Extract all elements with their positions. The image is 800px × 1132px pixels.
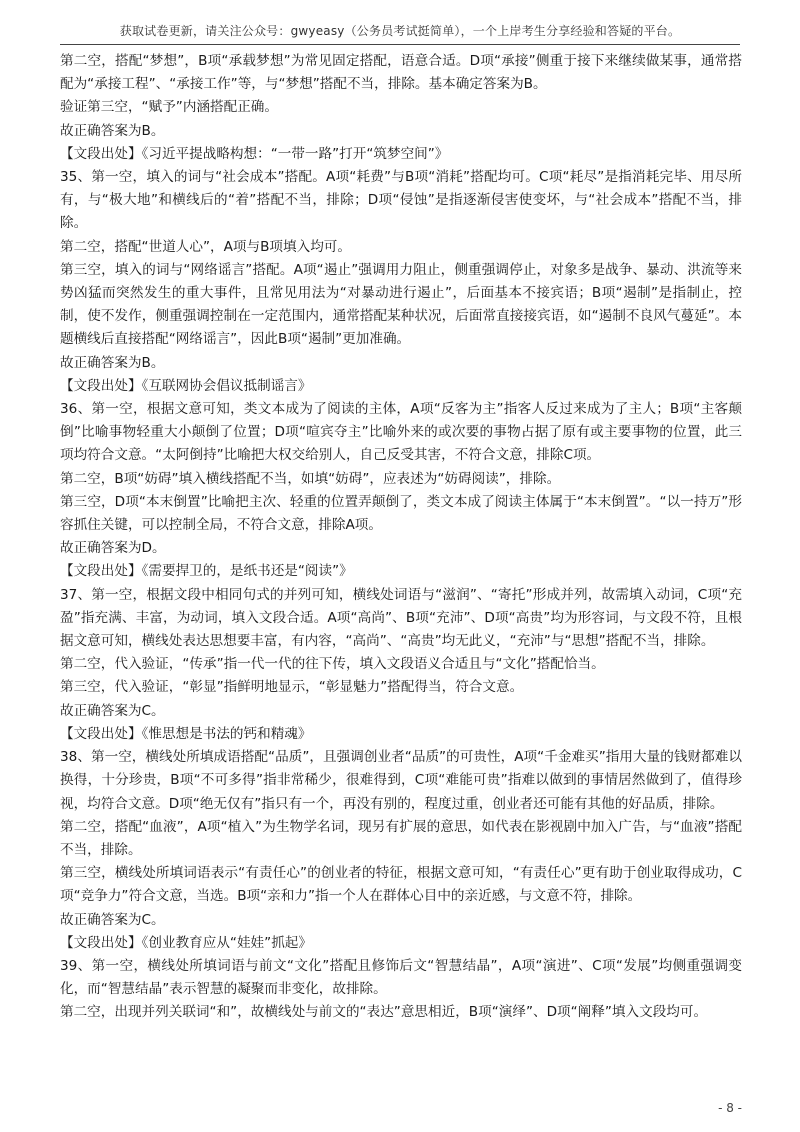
paragraph: 第二空，B项“妨碍”填入横线搭配不当，如填“妨碍”，应表述为“妨碍阅读”，排除。 xyxy=(60,470,561,487)
paragraph: 第三空，横线处所填词语表示“有责任心”的创业者的特征，根据文意可知，“有责任心”更有助于创业取得成功，C项“竞争力”符合文意，当选。B项“亲和力”指一个人在群体心目中的亲近感，与文意不符，排除。 xyxy=(60,865,742,905)
paragraph: 39、第一空，横线处所填词语与前文“文化”搭配且修饰后文“智慧结晶”，A项“演进”、C项“发展”均侧重强调变化，而“智慧结晶”表示智慧的凝聚而非变化，故排除。 xyxy=(60,957,742,998)
paragraph: 故正确答案为C。 xyxy=(60,702,165,719)
paragraph: 第三空，D项“本末倒置”比喻把主次、轻重的位置弄颠倒了，类文本成了阅读主体属于“本末倒置”。“以一持万”形容抓住关键，可以控制全局，不符合文意，排除A项。 xyxy=(60,493,742,534)
page-header: 获取试卷更新，请关注公众号：gwyeasy（公务员考试挺简单），一个上岸考生分享经验和答疑的平台。 xyxy=(119,24,681,38)
paragraph: 第二空，搭配“世道人心”，A项与B项填入均可。 xyxy=(60,238,351,255)
paragraph: 故正确答案为D。 xyxy=(60,540,166,557)
paragraph: 【文段出处】《互联网协会倡议抵制谣言》 xyxy=(60,377,312,394)
paragraph: 故正确答案为B。 xyxy=(60,122,165,139)
header-divider xyxy=(60,44,740,45)
paragraph: 第二空，出现并列关联词“和”，故横线处与前文的“表达”意思相近，B项“演绎”、D项“阐释”填入文段均可。 xyxy=(60,1004,708,1021)
paragraph: 37、第一空，根据文段中相同句式的并列可知，横线处词语与“滋润”、“寄托”形成并列，故需填入动词，C项“充盈”指充满、丰富，为动词，填入文段合适。A项“高尚”、B项“充沛”、D项“高贵”均为形容词，与文段不符，且根据文意可知，横线处表达思想要丰富，有内容，“高尚”、“高贵”均无此义，“充沛”与“思想”搭配不当，排除。 xyxy=(60,586,742,650)
paragraph: 故正确答案为C。 xyxy=(60,911,165,928)
paragraph: 【文段出处】《创业教育应从“娃娃”抓起》 xyxy=(60,934,312,951)
paragraph: 第二空，代入验证，“传承”指一代一代的往下传，填入文段语义合适且与“文化”搭配恰当。 xyxy=(60,656,605,673)
paragraph: 38、第一空，横线处所填成语搭配“品质”，且强调创业者“品质”的可贵性，A项“千金难买”指用大量的钱财都难以换得，十分珍贵，B项“不可多得”指非常稀少，很难得到，C项“难能可贵”指难以做到的事情居然做到了，值得珍视，均符合文意。D项“绝无仅有”指只有一个，再没有别的，程度过重，创业者还可能有其他的好品质，排除。 xyxy=(60,749,742,812)
paragraph: 【文段出处】《习近平提战略构想：“一带一路”打开“筑梦空间”》 xyxy=(60,145,449,162)
document-body xyxy=(60,50,742,1025)
paragraph: 故正确答案为B。 xyxy=(60,354,165,371)
paragraph: 35、第一空，填入的词与“社会成本”搭配。A项“耗费”与B项“消耗”搭配均可。C项“耗尽”是指消耗完毕、用尽所有，与“极大地”和横线后的“着”搭配不当，排除；D项“侵蚀”是指逐渐侵害使变坏，与“社会成本”搭配不当，排除。 xyxy=(60,169,742,232)
paragraph: 第三空，填入的词与“网络谣言”搭配。A项“遏止”强调用力阻止，侧重强调停止，对象多是战争、暴动、洪流等来势凶猛而突然发生的重大事件，且常见用法为“对暴动进行遏止”，后面基本不接宾语；B项“遏制”是指制止，控制，使不发作，侧重强调控制在一定范围内，通常搭配某种状况，后面常直接接宾语，如“遏制不良风气蔓延”。本题横线后直接搭配“网络谣言”，因此B项“遏制”更加准确。 xyxy=(60,261,742,348)
paragraph: 【文段出处】《惟思想是书法的钙和精魂》 xyxy=(60,725,312,742)
paragraph: 第二空，搭配“血液”，A项“植入”为生物学名词，现另有扩展的意思，如代表在影视剧中加入广告，与“血液”搭配不当，排除。 xyxy=(60,818,742,858)
page-number: - 8 - xyxy=(718,1101,742,1115)
paragraph: 36、第一空，根据文意可知，类文本成为了阅读的主体，A项“反客为主”指客人反过来成为了主人；B项“主客颠倒”比喻事物轻重大小颠倒了位置；D项“喧宾夺主”比喻外来的或次要的事物占据了原有或主要事物的位置，此三项均符合文意。“太阿倒持”比喻把大权交给别人，自己反受其害，不符合文意，排除C项。 xyxy=(60,401,742,464)
paragraph: 第三空，代入验证，“彰显”指鲜明地显示，“彰显魅力”搭配得当，符合文意。 xyxy=(60,679,524,696)
paragraph: 【文段出处】《需要捍卫的，是纸书还是“阅读”》 xyxy=(60,563,353,580)
paragraph: 第二空，搭配“梦想”，B项“承载梦想”为常见固定搭配，语意合适。D项“承接”侧重于接下来继续做某事，通常搭配为“承接工程”、“承接工作”等，与“梦想”搭配不当，排除。基本确定答案为B。 xyxy=(60,53,742,93)
paragraph: 验证第三空，“赋予”内涵搭配正确。 xyxy=(60,99,278,116)
